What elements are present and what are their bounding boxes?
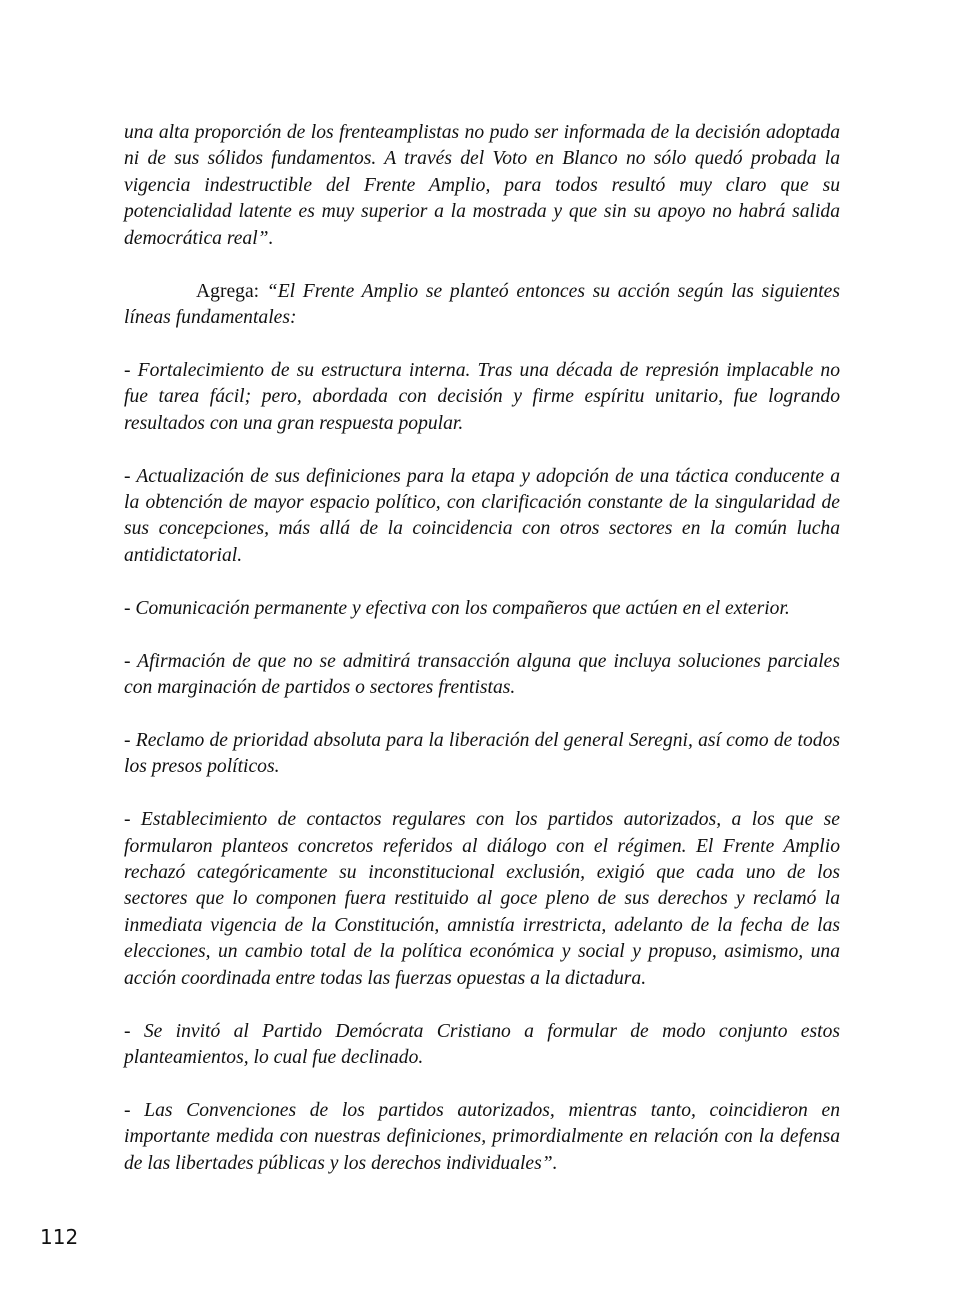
agrega-lead: Agrega:: [196, 280, 267, 302]
paragraph-actualizacion: - Actualización de sus definiciones para la etapa y adopción de una táctica conducente a la obtención de mayor espacio político, con clarificación constante de la singularidad de sus concepciones, más allá de la coincidencia con otros sectores en la común lucha antidictatorial.: [124, 465, 840, 566]
agrega-quote: “El Frente Amplio se planteó entonces su acción según las siguientes líneas fundamentales:: [124, 280, 840, 328]
paragraph-convenciones: - Las Convenciones de los partidos autorizados, mientras tanto, coincidieron en importante medida con nuestras definiciones, primordialmente en relación con la defensa de las libertades públicas y los derechos individuales”.: [124, 1099, 840, 1174]
paragraph-invitacion: - Se invitó al Partido Demócrata Cristiano a formular de modo conjunto estos planteamientos, lo cual fue declinado.: [124, 1020, 840, 1068]
page-number: 112: [40, 1225, 79, 1249]
paragraph-agrega: [124, 279, 840, 332]
paragraph-voto-en-blanco: una alta proporción de los frenteamplistas no pudo ser informada de la decisión adoptada ni de sus sólidos fundamentos. A través del Voto en Blanco no sólo quedó probada la vigencia indestructible del Frente Amplio, para todos resultó muy claro que su potencialidad latente es muy superior a la mostrada y que sin su apoyo no habrá salida democrática real”.: [124, 122, 840, 249]
paragraph-establecimiento: - Establecimiento de contactos regulares con los partidos autorizados, a los que se formularon planteos concretos referidos al diálogo con el régimen. El Frente Amplio rechazó categóricamente su inconstitucional exclusión, exigió que cada uno de los sectores que lo componen fuera restituido al goce pleno de sus derechos y reclamó la inmediata vigencia de la Constitución, amnistía irrestricta, adelanto de la fecha de las elecciones, un cambio total de la política económica y social y propuso, asimismo, una acción coordinada entre todas las fuerzas opuestas a la dictadura.: [124, 809, 840, 989]
paragraph-reclamo: - Reclamo de prioridad absoluta para la liberación del general Seregni, así como de todos los presos políticos.: [124, 729, 840, 778]
body-text: [124, 120, 840, 1204]
paragraph-comunicacion: - Comunicación permanente y efectiva con los compañeros que actúen en el exterior.: [124, 597, 790, 619]
paragraph-fortalecimiento: - Fortalecimiento de su estructura interna. Tras una década de represión implacable no fue tarea fácil; pero, abordada con decisión y firme espíritu unitario, fue logrando resultados con una gran respuesta popular.: [124, 359, 840, 434]
paragraph-afirmacion: - Afirmación de que no se admitirá transacción alguna que incluya soluciones parciales con marginación de partidos o sectores frentistas.: [124, 650, 840, 698]
